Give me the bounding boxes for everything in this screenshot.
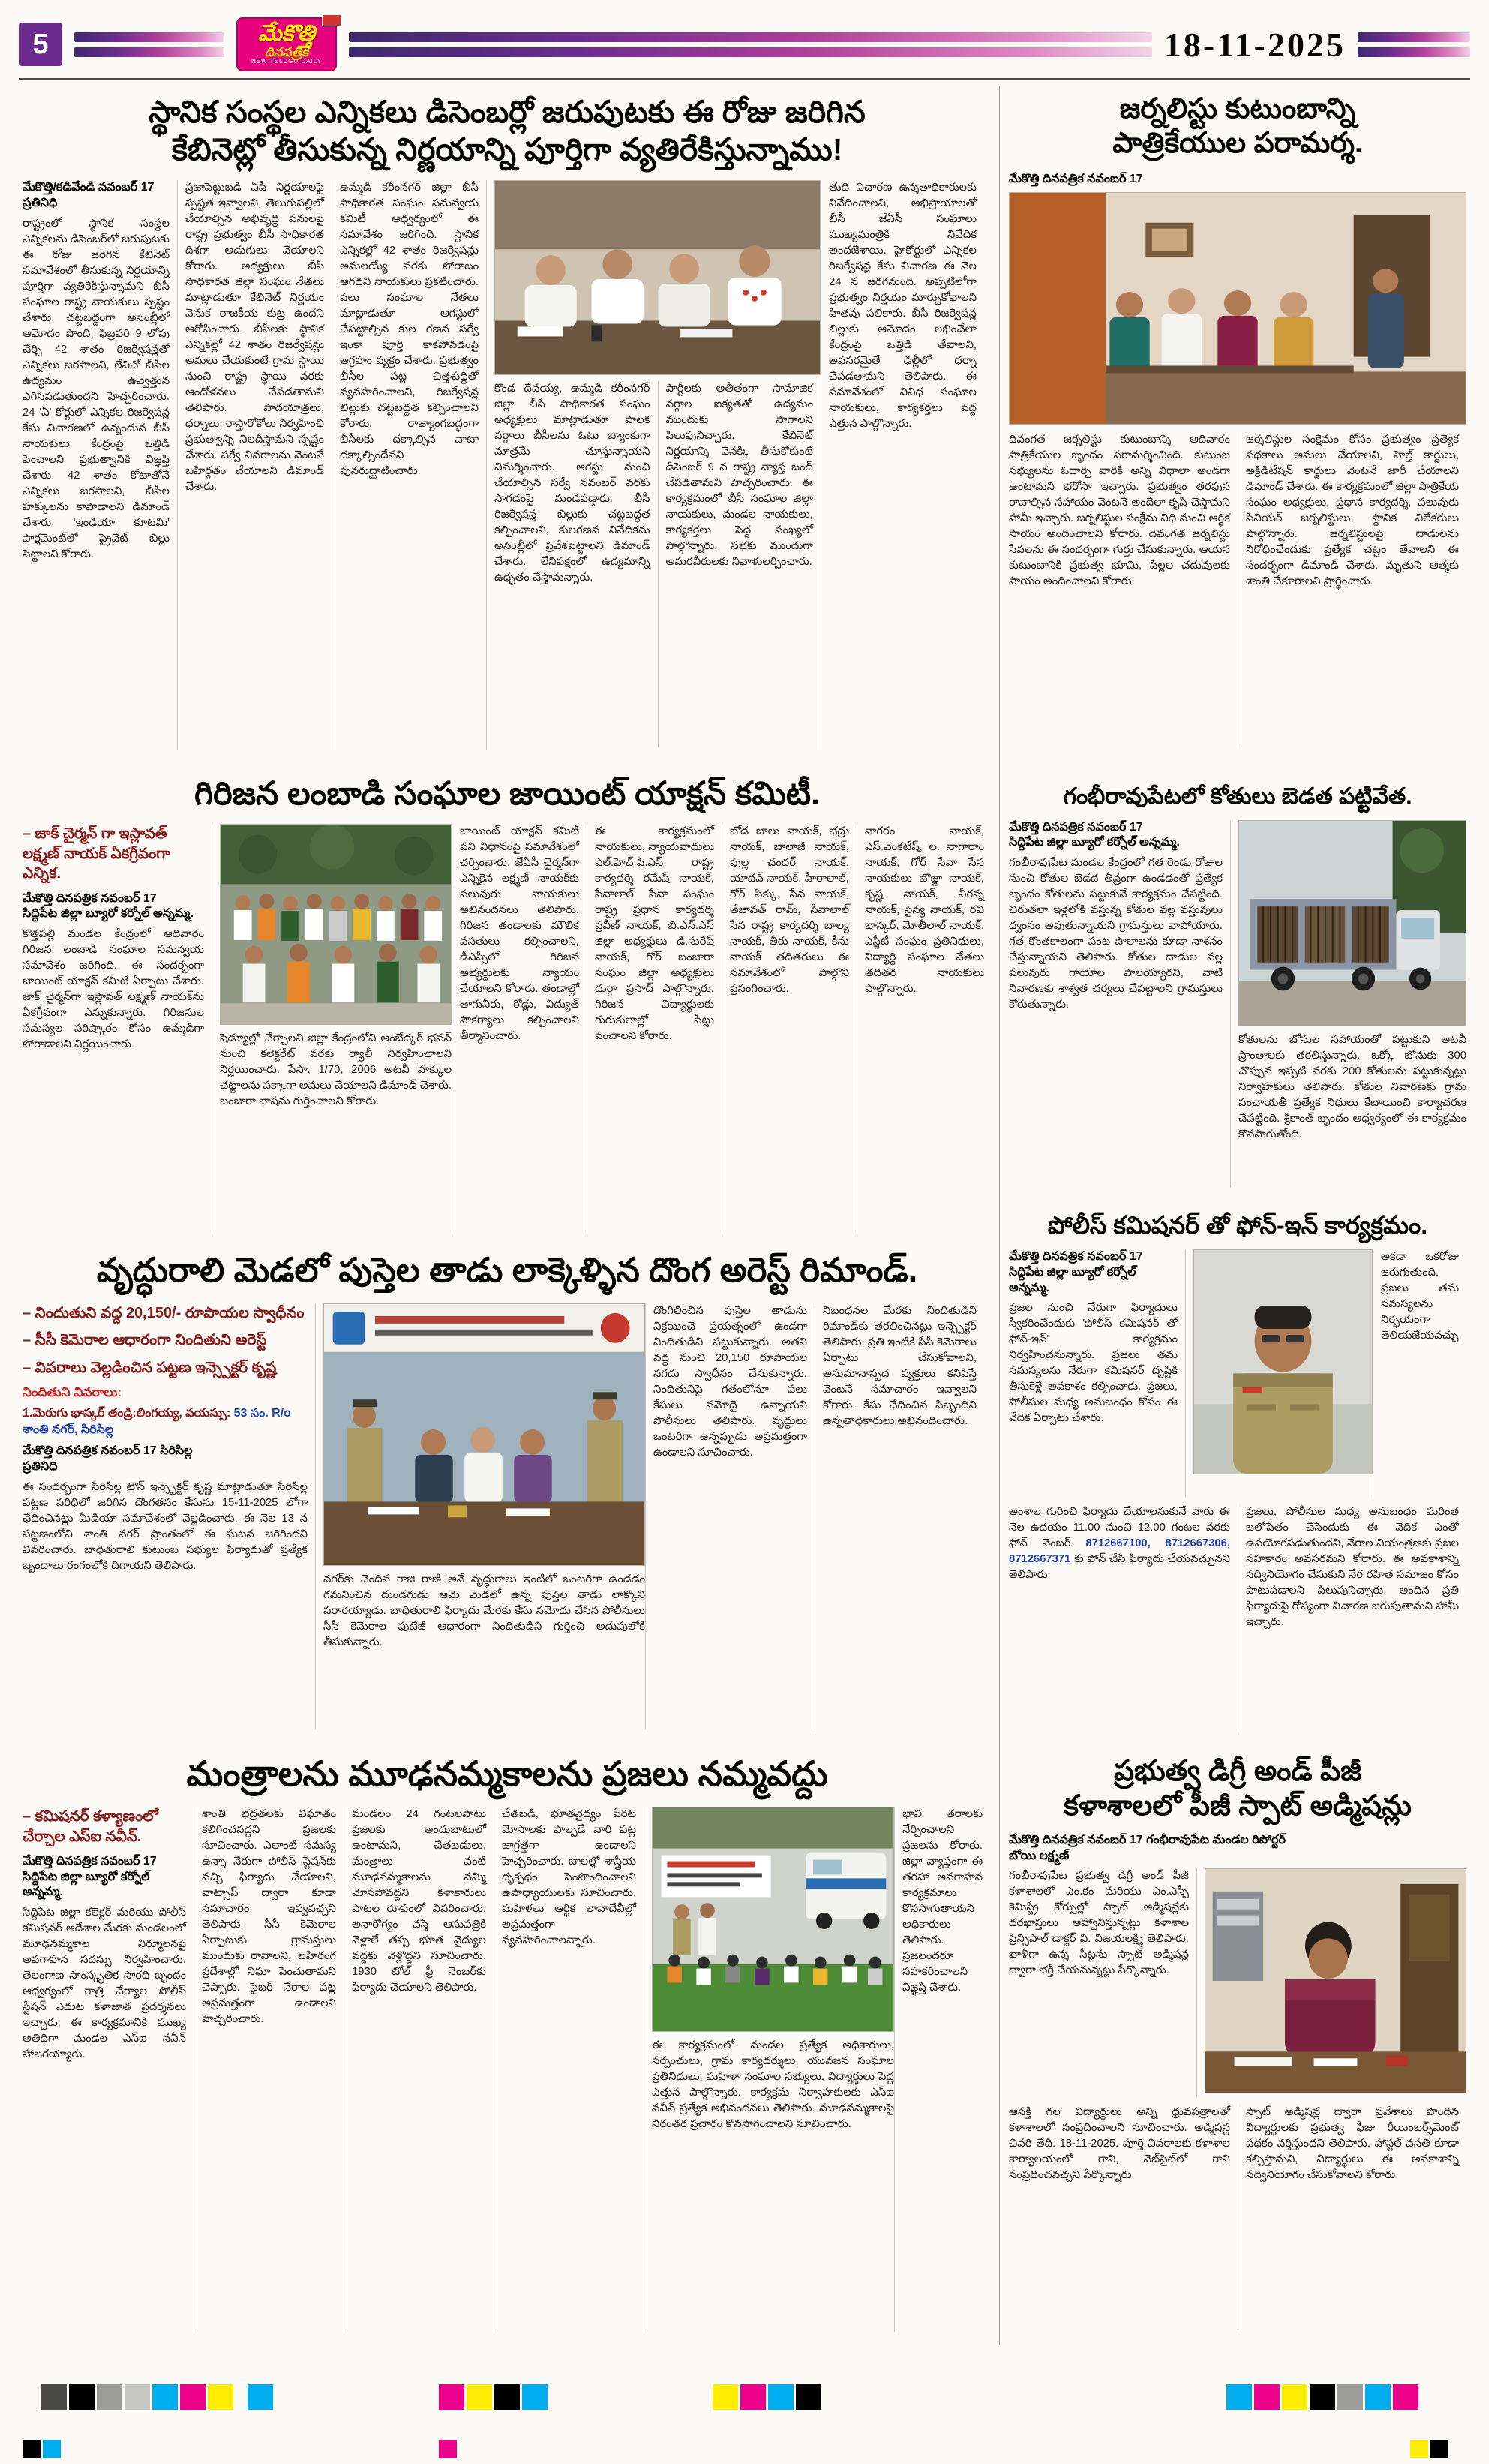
registration-swatch	[1282, 2384, 1307, 2410]
monkeys-columns	[1009, 820, 1466, 1188]
registration-swatch	[1310, 2384, 1335, 2410]
cabinet-col-5	[658, 381, 821, 747]
superstition-text-6: భావి తరాలకు నేర్పించాలని ప్రజలను కోరారు. జిల్లా వ్యాప్తంగా ఈ తరహా అవగాహన కార్యక్రమాలు కొనసాగుతాయని అధికారులు తెలిపారు. ప్రజలందరూ సహకరించాలని విజ్ఞప్తి చేశారు.	[902, 1808, 983, 1994]
article-journalist-condolence	[1009, 89, 1466, 773]
page-header	[19, 17, 1470, 72]
tribal-col-lead	[23, 824, 212, 1235]
registration-swatch	[439, 2384, 464, 2410]
pg-col-1	[1009, 1868, 1196, 2097]
monkeys-dateline: మేకొత్తి దినపత్రిక నవంబర్ 17 సిద్దిపేట జిల్లా బ్యూరో కర్నోల్ అన్నమ్మ.	[1009, 820, 1180, 849]
pg-headline-line2: కళాశాలలో పీజీ స్పాట్ అడ్మిషన్లు	[1064, 1790, 1412, 1822]
tribal-dateline: మేకొత్తి దినపత్రిక నవంబర్ 17 సిద్దిపేట జిల్లా బ్యూరో కర్నోల్ అన్నమ్మ.	[23, 891, 194, 921]
pg-col-photo	[1196, 1868, 1466, 2097]
cabinet-text-2: ప్రజాపెట్టుబడి ఏపీ నిర్ణయాలపై స్పష్టత ఇవ్వాలని, తెలుగుపల్లిలో చేయాల్సిన అభివృద్ధి పనులపై రాష్ట్ర ప్రభుత్వం బీసీ సాధికారత దిశగా అడుగులు వేయాలని కోరారు. అధ్యక్షులు బీసీ సాధికారత జిల్లా సంఘం నేతలు మాట్లాడుతూ కేబినెట్ నిర్ణయం వెనుక రాజకీయ కుట్ర ఉందని ఆరోపించారు. బీసీలకు స్థానిక ఎన్నికల్లో 42 శాతం రిజర్వేషన్లు అమలు చేయకుంటే గ్రామ స్థాయి నుంచి రాష్ట్ర స్థాయి వరకు ఆందోళనలు చేపడతామని తెలిపారు. పాదయాత్రలు, ధర్నాలు, రాస్తారోకోలు నిర్వహించి ప్రభుత్వాన్ని నిలదీస్తామని స్పష్టం చేశారు. సర్వే వివరాలను వెంటనే బహిర్గతం చేయాలని డిమాండ్ చేశారు.	[185, 182, 324, 494]
registration-swatch	[1337, 2384, 1363, 2410]
superstition-col-photo	[644, 1807, 894, 2332]
registration-swatch	[41, 2384, 67, 2410]
cabinet-headline	[23, 93, 992, 168]
superstition-columns	[23, 1807, 992, 2332]
cabinet-col-photo	[486, 180, 821, 750]
phonein-col-3	[1238, 1504, 1466, 1733]
registration-swatch	[1410, 2440, 1428, 2458]
phonein-col-1	[1009, 1249, 1185, 1497]
arrest-details-line1: 1.మెరుగు భాస్కర్ తండ్రి:లింగయ్య, వయస్సు:	[23, 1407, 231, 1420]
cabinet-col-4	[494, 381, 658, 747]
pg-col-2	[1009, 2105, 1238, 2330]
tribal-headline: గిరిజన లంబాడి సంఘాల జాయింట్ యాక్షన్ కమిటీ.	[194, 776, 820, 812]
superstition-col-4	[494, 1807, 644, 2332]
registration-swatch	[69, 2384, 95, 2410]
cabinet-col-1	[23, 180, 177, 750]
registration-swatch	[43, 2440, 61, 2458]
superstition-col-lead	[23, 1807, 194, 2332]
registration-swatch	[713, 2384, 738, 2410]
edition-date: 18-11-2025	[1163, 25, 1346, 64]
header-ribbon-middle	[349, 27, 1152, 62]
arrest-bullet-3: – వివరాలు వెల్లడించిన పట్టణ ఇన్స్పెక్టర్ కృష్ణ	[23, 1359, 277, 1376]
phonein-dateline: మేకొత్తి దినపత్రిక నవంబర్ 17 సిద్దిపేట జిల్లా బ్యూరో కర్నోల్ అన్నమ్మ.	[1009, 1250, 1143, 1294]
tribal-col-2	[587, 824, 722, 1235]
superstition-headline: మంత్రాలను మూఢనమ్మకాలను ప్రజలు నమ్మవద్దు	[186, 1754, 828, 1793]
arrest-dateline: మేకొత్తి దినపత్రిక నవంబర్ 17 సిరిసిల్ల ప్రతినిధి	[23, 1444, 193, 1474]
monkeys-text-2: కోతులను బోనుల సహాయంతో పట్టుకుని అటవీ ప్రాంతాలకు తరలిస్తున్నారు. ఒక్కో బోనుకు 300 చొప్పున ఇప్పటి వరకు 200 కోతులను పట్టుకున్నట్లు నిర్వాహకులు తెలిపారు. కోతుల నివారణకు గ్రామ పంచాయతీ ప్రత్యేక నిధులు కేటాయించి కార్యాచరణ చేపట్టింది. శ్రీకాంత్ బృందం ఆధ్వర్యంలో ఈ కార్యక్రమం కొనసాగుతోంది.	[1238, 1033, 1466, 1140]
pg-headline	[1009, 1754, 1466, 1824]
superstition-subhead-bullet: – కమిషనర్ కళ్యాణంలో చేర్చాల ఎస్ఐ నవీన్.	[23, 1808, 158, 1845]
main-vertical-divider	[999, 86, 1000, 2345]
page-number: 5	[19, 23, 62, 66]
pg-headline-line1: ప్రభుత్వ డిగ్రీ అండ్ పీజీ	[1114, 1756, 1361, 1787]
cabinet-text-5: పార్టీలకు అతీతంగా సామాజిక వర్గాల ఐక్యతతో ఉద్యమం ముందుకు సాగాలని పిలుపునిచ్చారు. కేబినెట్ నిర్ణయాన్ని వెనక్కి తీసుకోకుంటే డిసెంబర్ 9 న రాష్ట్ర వ్యాప్త బంద్ చేపడతామని హెచ్చరించారు. ఈ కార్యక్రమంలో బీసీ సంఘాల జిల్లా నాయకులు, మండల నాయకులు, కార్యకర్తలు పెద్ద సంఖ్యలో పాల్గొన్నారు. సభకు ముందుగా అమరవీరులకు నివాళులర్పించారు.	[665, 383, 813, 569]
cabinet-col-3	[332, 180, 486, 750]
registration-swatch	[180, 2384, 206, 2410]
journalist-col-2	[1238, 432, 1466, 747]
superstition-dateline: మేకొత్తి దినపత్రిక నవంబర్ 17 సిద్దిపేట జిల్లా బ్యూరో కర్నోల్ అన్నమ్మ.	[23, 1854, 157, 1899]
tribal-text-3: బోడ బాలు నాయక్, భద్రు నాయక్, బాలాజీ నాయక్, పుల్ల చందర్ నాయక్, యాదవ్ నాయక్, హీరాలాల్, గోర్ సిక్కు, సేన నాయక్, తేజావత్ రామ్, సేవాలాల్ సేన రాష్ట్ర కార్యదర్శి బాల్య నాయక్, తీరు నాయక్, కీను నాయక్ తదితరులు ఈ సమావేశంలో పాల్గొని ప్రసంగించారు.	[730, 825, 849, 996]
registration-bar-bottom-left	[23, 2440, 61, 2458]
registration-swatch	[796, 2384, 821, 2410]
registration-swatch	[23, 2440, 41, 2458]
registration-swatch	[768, 2384, 794, 2410]
superstition-text-4: చేతబడి, భూతవైద్యం పేరిట మోసాలకు పాల్పడే వారి పట్ల జాగ్రత్తగా ఉండాలని హెచ్చరించారు. బాలల్లో శాస్త్రీయ దృక్పథం పెంపొందించాలని ఉపాధ్యాయులకు సూచించారు. మహిళలు ఆర్థిక లావాదేవీల్లో అప్రమత్తంగా వ్యవహరించాలన్నారు.	[502, 1808, 636, 1947]
cabinet-press-meet-photo	[494, 180, 821, 375]
registration-bar-group-5	[1226, 2384, 1418, 2410]
arrest-col-lead	[23, 1303, 315, 1729]
arrest-col-4	[815, 1303, 984, 1729]
article-pg-spot-admissions	[1009, 1750, 1466, 2341]
pg-text-1: గంభీరావుపేట ప్రభుత్వ డిగ్రీ అండ్ పీజీ కళాశాలలో ఎం.కం మరియు ఎం.ఎస్సీ కెమిస్ట్రీ కోర్సుల్లో స్పాట్ అడ్మిషన్లకు దరఖాస్తులు ఆహ్వానిస్తున్నట్లు కళాశాల ప్రిన్సిపాల్ డాక్టర్ వి. విజయలక్ష్మి తెలిపారు. ఖాళీగా ఉన్న సీట్లను స్పాట్ అడ్మిషన్ల ద్వారా భర్తీ చేయనున్నట్లు పేర్కొన్నారు.	[1009, 1870, 1189, 1977]
superstition-col-3	[344, 1807, 494, 2332]
journalist-text-2: జర్నలిస్టుల సంక్షేమం కోసం ప్రభుత్వం ప్రత్యేక పథకాలు అమలు చేయాలని, హెల్త్ కార్డులు, అక్రిడిటేషన్ కార్డులు వెంటనే జారీ చేయాలని డిమాండ్ చేశారు. ఈ కార్యక్రమంలో జిల్లా పాత్రికేయ సంఘం అధ్యక్షులు, ప్రధాన కార్యదర్శి, పలువురు సీనియర్ జర్నలిస్టులు, స్థానిక విలేకరులు పాల్గొన్నారు. జర్నలిస్టులపై దాడులను నిరోధించేందుకు ప్రత్యేక చట్టం తేవాలని ఈ సందర్భంగా డిమాండ్ చేశారు. మృతుని ఆత్మకు శాంతి చేకూరాలని ప్రార్థించారు.	[1246, 433, 1459, 587]
phonein-col-photo	[1185, 1249, 1373, 1497]
journalist-col-1	[1009, 432, 1238, 747]
tribal-col-3	[722, 824, 857, 1235]
cabinet-col-6	[821, 180, 984, 750]
journalist-family-visit-photo	[1009, 192, 1466, 425]
header-divider	[19, 78, 1470, 80]
monkeys-col-photo	[1230, 820, 1466, 1188]
registration-swatch	[1365, 2384, 1391, 2410]
cabinet-photo-subcolumns	[494, 381, 821, 747]
pg-text-2: ఆసక్తి గల విద్యార్థులు అన్ని ధ్రువపత్రాలతో కళాశాలలో సంప్రదించాలని సూచించారు. అడ్మిషన్ల చివరి తేదీ: 18-11-2025. పూర్తి వివరాలకు కళాశాల కార్యాలయంలో గాని, వెబ్‌సైట్‌లో గాని సంప్రదించవచ్చని పేర్కొన్నారు.	[1009, 2106, 1230, 2182]
tribal-group-photo	[220, 824, 452, 1025]
masthead-tagline: NEW TELUGU DAILY	[251, 58, 322, 65]
registration-swatch	[1254, 2384, 1280, 2410]
superstition-col-2	[194, 1807, 344, 2332]
phonein-text-side: అకడా ఒకరోజు జరుగుతుంది. ప్రజలు తమ సమస్యలను నిర్భయంగా తెలియజేయవచ్చు.	[1381, 1251, 1462, 1342]
article-cabinet-decision	[23, 89, 992, 765]
tribal-col-1	[452, 824, 587, 1235]
registration-swatch	[1226, 2384, 1252, 2410]
monkeys-headline: గంభీరావుపేటలో కోతులు బెడత పట్టివేత.	[1063, 784, 1412, 809]
cabinet-text-4: కొండ దేవయ్య, ఉమ్మడి కరీంనగర్ జిల్లా బీసీ సాధికారత సంఘం అధ్యక్షులు మాట్లాడుతూ పాలక వర్గాలు బీసీలను ఓటు బ్యాంకుగా మాత్రమే చూస్తున్నాయని విమర్శించారు. ఆగస్టు నుంచి చేయాల్సిన సర్వే నవంబర్ వరకు సాగడంపై మండిపడ్డారు. బీసీ రిజర్వేషన్ల బిల్లుకు చట్టబద్ధత కల్పించాలని, కులగణన నివేదికను అసెంబ్లీలో ప్రవేశపెట్టాలని డిమాండ్ చేశారు. లేనిపక్షంలో ఉద్యమాన్ని ఉధృతం చేస్తామన్నారు.	[494, 383, 650, 584]
tribal-text-4: నాగరం నాయక్, ఎస్.వెంకటేష్, ల. నాగారాం నాయక్, గోర్ సేవా సేన నాయకులు బొజ్జా నాయక్, కృష్ణ నాయక్, వీరన్న నాయక్, సైన్య నాయక్, రవి భాస్కర్, మోతీలాల్ నాయక్, ఎస్జీటీ సంఘం ప్రతినిధులు, విద్యార్థి సంఘాల నేతలు తదితర నాయకులు పాల్గొన్నారు.	[865, 825, 984, 996]
masthead-chip	[322, 14, 341, 26]
registration-swatch	[494, 2384, 520, 2410]
registration-swatch	[152, 2384, 178, 2410]
arrest-details-line2: 53 సం. R/o శాంతి నగర్, సిరిసిల్ల	[23, 1407, 291, 1436]
superstition-text-1: సిద్దిపేట జిల్లా కలెక్టర్ మరియు పోలీస్ కమిషనర్ ఆదేశాల మేరకు మండలంలో మూఢనమ్మకాల నిర్మూలనపై అవగాహన సదస్సు నిర్వహించారు. తెలంగాణ సాంస్కృతిక సారథి బృందం ఆధ్వర్యంలో రాత్రి చేర్యాల పోలీస్ స్టేషన్ ఎదుట కళాజాత ప్రదర్శనలు ఇచ్చారు. ఈ కార్యక్రమానికి ముఖ్య అతిథిగా మండల ఎస్ఐ నవీన్ హాజరయ్యారు.	[23, 1907, 186, 2061]
arrest-bullet-2: – సీసీ కెమెరాల ఆధారంగా నిందితుని అరెస్ట్	[23, 1332, 267, 1349]
phonein-text-2: అంశాల గురించి ఫిర్యాదు చేయాలనుకునే వారు ఈ నెల ఉదయం 11.00 నుంచి 12.00 గంటల వరకు ఫోన్ నెంబర్ 8712667100, 8712667306, 8712667371 కు ఫోన్ చేసి ఫిర్యాదు చేయవచ్చునని తెలిపారు.	[1009, 1506, 1230, 1582]
phonein-col-2	[1009, 1504, 1238, 1733]
masthead-logo	[236, 17, 337, 71]
registration-bar-bottom-right	[1410, 2440, 1448, 2458]
cabinet-columns	[23, 180, 992, 750]
registration-swatch	[1430, 2440, 1448, 2458]
registration-swatch	[125, 2384, 150, 2410]
college-principal-photo	[1205, 1868, 1466, 2093]
registration-swatch	[522, 2384, 548, 2410]
registration-bar-group-2	[248, 2384, 273, 2410]
arrest-text-3: దొంగిలించిన పుస్తెల తాడును విక్రయించే ప్రయత్నంలో ఉండగా నిందితుడిని పట్టుకున్నారు. అతని వద్ద నుంచి 20,150 రూపాయల నగదు స్వాధీనం చేసుకున్నారు. నిందితునిపై గతంలోనూ పలు కేసులు నమోదై ఉన్నాయని పోలీసులు తెలిపారు. వృద్ధులు ఒంటరిగా ఉన్నప్పుడు అప్రమత్తంగా ఉండాలని సూచించారు.	[653, 1304, 807, 1459]
superstition-col-6	[894, 1807, 990, 2332]
article-tribal-jac	[23, 771, 992, 1243]
journalist-headline-line1: జర్నలిస్టు కుటుంబాన్ని	[1119, 93, 1356, 125]
phonein-top-row	[1009, 1249, 1466, 1497]
tribal-text-mid: షెడ్యూల్లో చేర్చాలని జిల్లా కేంద్రంలోని అంబేద్కర్ భవన్ నుంచి కలెక్టరేట్ వరకు ర్యాలీ నిర్వహించాలని నిర్ణయించారు. పేసా, 1/70, 2006 అటవీ హక్కుల చట్టాలను పక్కాగా అమలు చేయాలని డిమాండ్ చేశారు. బంజారా భాషను గుర్తించాలని కోరారు.	[220, 1032, 452, 1108]
tribal-text-1: జాయింట్ యాక్షన్ కమిటీ పని విధానంపై సమావేశంలో చర్చించారు. జేఏసీ చైర్మన్‌గా ఎన్నికైన లక్ష్మణ్ నాయక్‌కు పలువురు నాయకులు అభినందనలు తెలిపారు. గిరిజన తండాలకు మౌలిక వసతులు కల్పించాలని, డీఎస్సీలో గిరిజన అభ్యర్థులకు న్యాయం చేయాలని కోరారు. తండాల్లో తాగునీరు, రోడ్లు, విద్యుత్ సౌకర్యాలు కల్పించాలని తీర్మానించారు.	[460, 825, 579, 1043]
cabinet-text-6: తుది విచారణ ఉన్నతాధికారులకు నివేదించాలని, అభిప్రాయాలతో బీసీ జేఏసీ సంఘాలు ముఖ్యమంత్రికి నివేదిక అందజేశాయి. హైకోర్టులో ఎన్నికల రిజర్వేషన్ల కేసు విచారణ ఈ నెల 24 న జరగనుంది. అప్పటిలోగా ప్రభుత్వం నిర్ణయం మార్చుకోవాలని హితవు పలికారు. బీసీ రిజర్వేషన్ల బిల్లుకు ఆమోదం లభించేలా కేంద్రంపై ఒత్తిడి తేవాలని, అవసరమైతే ఢిల్లీలో ధర్నా చేపడతామని తెలిపారు. ఈ సమావేశంలో వివిధ సంఘాల నాయకులు, కార్యకర్తలు పెద్ద ఎత్తున పాల్గొన్నారు.	[829, 182, 977, 431]
tribal-subhead-bullet: – జాక్ చైర్మన్ గా ఇస్లావత్ లక్ష్మణ్ నాయక్ ఏకగ్రీవంగా ఎన్నిక.	[23, 825, 170, 882]
phonein-text-3: ప్రజలు, పోలీసుల మధ్య అనుబంధం మరింత బలోపేతం చేసేందుకు ఈ వేదిక ఎంతో ఉపయోగపడుతుందని, నేరాల నియంత్రణకు ప్రజల సహకారం అవసరమని కోరారు. ఈ అవకాశాన్ని సద్వినియోగం చేసుకుని నేర రహిత సమాజం కోసం పాటుపడాలని పిలుపునిచ్చారు. అందిన ప్రతి ఫిర్యాదుపై గోప్యంగా విచారణ జరుపుతామని హామీ ఇచ్చారు.	[1246, 1506, 1459, 1629]
journalist-text-1: దివంగత జర్నలిస్టు కుటుంబాన్ని ఆదివారం పాత్రికేయుల బృందం పరామర్శించింది. కుటుంబ సభ్యులను ఓదార్చి వారికి అన్ని విధాలా అండగా ఉంటామని భరోసా ఇచ్చారు. ప్రభుత్వం తరఫున రావాల్సిన సహాయం వెంటనే అందేలా కృషి చేస్తామని హామీ ఇచ్చారు. జర్నలిస్టుల సంక్షేమ నిధి నుంచి ఆర్థిక సాయం అందించాలని కోరారు. దివంగత జర్నలిస్టు సేవలను ఈ సందర్భంగా గుర్తు చేసుకున్నారు. ఆయన కుటుంబానికి ప్రభుత్వ భూమి, పిల్లల చదువులకు సాయం అందించాలని కోరారు.	[1009, 433, 1230, 587]
police-press-briefing-photo	[323, 1303, 645, 1566]
phonein-phone-numbers: 8712667100, 8712667306, 8712667371	[1009, 1537, 1230, 1566]
tribal-text-lead: కొత్తపల్లి మండల కేంద్రంలో ఆదివారం గిరిజన లంబాడి సంఘాల సమన్వయ సమావేశం జరిగింది. ఈ సందర్భంగా జాయింట్ యాక్షన్ కమిటీ ఏర్పాటు చేశారు. జాక్ చైర్మన్‌గా ఇస్లావత్ లక్ష్మణ్ నాయక్‌ను ఏకగ్రీవంగా ఎన్నుకున్నారు. గిరిజనుల సమస్యల పరిష్కారం కోసం ఉమ్మడిగా పోరాడాలని నిర్ణయించారు.	[23, 928, 204, 1051]
awareness-program-photo	[652, 1807, 894, 2032]
tribal-text-2: ఈ కార్యక్రమంలో నాయకులు, న్యాయవాదులు ఎల్.హెచ్.పి.ఎస్ రాష్ట్ర కార్యదర్శి రమేష్ నాయక్, సేవాలాల్ సేవా సంఘం రాష్ట్ర ప్రధాన కార్యదర్శి ప్రవీణ్ నాయక్, బి.ఎన్.ఎస్ జిల్లా అధ్యక్షులు డి.సురేష్ నాయక్, గోర్ బంజారా సంఘం జిల్లా అధ్యక్షులు దుర్గా ప్రసాద్ పాల్గొన్నారు. గిరిజన విద్యార్థులకు గురుకులాల్లో సీట్లు పెంచాలని కోరారు.	[595, 825, 714, 1043]
journalist-dateline: మేకొత్తి దినపత్రిక నవంబర్ 17	[1009, 172, 1143, 185]
pg-top-row	[1009, 1868, 1466, 2097]
arrest-col-3	[645, 1303, 815, 1729]
arrest-text-1: ఈ సందర్భంగా సిరిసిల్ల టౌన్ ఇన్స్పెక్టర్ కృష్ణ మాట్లాడుతూ సిరిసిల్ల పట్టణ పరిధిలో జరిగిన దొంగతనం కేసును 15-11-2025 లోగా ఛేదించినట్లు మీడియా సమావేశంలో వెల్లడించారు. ఈ నెల 13 న పట్టణంలోని శాంతి నగర్ ప్రాంతంలో ఈ ఘటన జరిగిందని వివరించారు. బాధితురాలి కుటుంబ సభ్యుల ఫిర్యాదుతో ప్రత్యేక బృందాలు రంగంలోకి దిగాయని తెలిపారు.	[23, 1480, 308, 1572]
tribal-col-photo	[212, 824, 452, 1235]
cabinet-dateline: మేకొత్తి/కడివేండి నవంబర్ 17 ప్రతినిధి	[23, 181, 155, 209]
phonein-text-1: ప్రజల నుంచి నేరుగా ఫిర్యాదులు స్వీకరించేందుకు 'పోలీస్ కమిషనర్ తో ఫోన్-ఇన్' కార్యక్రమం నిర్వహించనున్నారు. ప్రజలు తమ సమస్యలను నేరుగా కమిషనర్ దృష్టికి తీసుకెళ్లే అవకాశం కల్పించారు. ప్రజలు, పోలీసుల మధ్య అనుబంధం కోసం ఈ వేదిక ఏర్పాటు చేశారు.	[1009, 1302, 1178, 1425]
registration-swatch	[208, 2384, 233, 2410]
article-police-phone-in	[1009, 1208, 1466, 1733]
superstition-text-2: శాంతి భద్రతలకు విఘాతం కలిగించవద్దని ప్రజలకు సూచించారు. ఎలాంటి సమస్య ఉన్నా నేరుగా పోలీస్ స్టేషన్‌కు వచ్చి ఫిర్యాదు చేయాలని, వాట్సాప్ ద్వారా కూడా సమాచారం ఇవ్వవచ్చని తెలిపారు. సీసీ కెమెరాల ఏర్పాటుకు గ్రామస్తులు ముందుకు రావాలని, బహిరంగ ప్రదేశాల్లో నిఘా పెంచుతామని చెప్పారు. సైబర్ నేరాల పట్ల అప్రమత్తంగా ఉండాలని హెచ్చరించారు.	[202, 1808, 336, 2026]
cabinet-headline-line1: స్థానిక సంస్థల ఎన్నికలు డిసెంబర్లో జరుపుటకు ఈ రోజు జరిగిన	[149, 95, 866, 129]
phonein-col-side	[1373, 1249, 1466, 1497]
pg-text-3: స్పాట్ అడ్మిషన్ల ద్వారా ప్రవేశాలు పొందిన విద్యార్థులకు ప్రభుత్వ ఫీజు రీయింబర్స్‌మెంట్ పథకం వర్తిస్తుందని తెలిపారు. హాస్టల్ వసతి కూడా కల్పిస్తామని, విద్యార్థులు ఈ అవకాశాన్ని సద్వినియోగం చేసుకోవాలని కోరారు.	[1246, 2106, 1459, 2182]
registration-bar-group-1	[41, 2384, 233, 2410]
journalist-headline-line2: పాత్రికేయుల పరామర్శ.	[1112, 128, 1363, 160]
registration-swatch	[97, 2384, 122, 2410]
arrest-text-2: నగర్‌కు చెందిన గాజి రాణి అనే వృద్ధురాలు ఇంటిలో ఒంటరిగా ఉండడం గమనించిన దుండగుడు ఆమె మెడలో ఉన్న పుస్తెల తాడు లాక్కొని పరారయ్యాడు. బాధితురాలి ఫిర్యాదు మేరకు కేసు నమోదు చేసిన పోలీసులు సీసీ కెమెరాల ఫుటేజీ ఆధారంగా నిందితుడిని గుర్తించి అదుపులోకి తీసుకున్నారు.	[323, 1573, 645, 1648]
arrest-headline: వృద్ధురాలి మెడలో పుస్తెల తాడు లాక్కెళ్ళిన దొంగ అరెస్ట్ రిమాండ్.	[96, 1251, 918, 1289]
pg-col-3	[1238, 2105, 1466, 2330]
superstition-text-3: మండలం 24 గంటలపాటు ప్రజలకు అందుబాటులో ఉంటామని, చేతబడులు, మంత్రాలు వంటి మూఢనమ్మకాలను నమ్మి మోసపోవద్దని కళాకారులు పాటల రూపంలో వివరించారు. అనారోగ్యం వస్తే ఆసుపత్రికి వెళ్లాలే తప్ప భూత వైద్యుల వద్దకు వెళ్లొద్దని సూచించారు. 1930 టోల్ ఫ్రీ నెంబర్‌కు ఫిర్యాదు చేయాలని తెలిపారు.	[352, 1808, 486, 1994]
registration-bar-bottom-center	[439, 2440, 457, 2458]
monkeys-text-1: గంభీరావుపేట మండల కేంద్రంలో గత రెండు రోజుల నుంచి కోతుల బెడద తీవ్రంగా ఉండడంతో ప్రత్యేక బృందం కోతులను పట్టుకునే కార్యక్రమం చేపట్టింది. చిరుతలా ఇళ్లలోకి వస్తున్న కోతుల వల్ల వస్తువులు ధ్వంసం అవుతున్నాయని గ్రామస్తులు వాపోయారు. గత కొంతకాలంగా పంట పొలాలను కూడా నాశనం చేస్తున్నాయని తెలిపారు. కోతుల దాడుల వల్ల పలువురు గాయాల పాలయ్యారని, వాటి నివారణకు శాశ్వత చర్యలు చేపట్టాలని గ్రామస్తులు కోరుతున్నారు.	[1009, 857, 1223, 1011]
tribal-columns	[23, 824, 992, 1235]
cabinet-headline-line2: కేబినెట్లో తీసుకున్న నిర్ణయాన్ని పూర్తిగా వ్యతిరేకిస్తున్నాము!	[171, 132, 843, 167]
header-ribbon-left	[74, 27, 224, 62]
registration-bar-group-3	[439, 2384, 548, 2410]
article-thief-arrest	[23, 1247, 992, 1742]
registration-swatch	[740, 2384, 766, 2410]
registration-swatch	[1393, 2384, 1418, 2410]
registration-swatch	[248, 2384, 273, 2410]
masthead-title: మేకొత్తి	[257, 21, 315, 47]
arrest-details-label: నిందితుని వివరాలు:	[23, 1385, 122, 1400]
journalist-headline	[1009, 92, 1466, 161]
registration-swatch	[467, 2384, 492, 2410]
registration-bar-group-4	[713, 2384, 821, 2410]
article-superstition-awareness	[23, 1750, 992, 2341]
arrest-col-photo	[315, 1303, 645, 1729]
monkey-cage-truck-photo	[1238, 820, 1466, 1026]
arrest-columns	[23, 1303, 992, 1729]
journalist-columns	[1009, 432, 1466, 747]
header-ribbon-right	[1358, 27, 1470, 62]
cabinet-col-2	[177, 180, 332, 750]
pg-bottom-row	[1009, 2105, 1466, 2330]
phonein-headline: పోలీస్ కమిషనర్ తో ఫోన్-ఇన్ కార్యక్రమం.	[1047, 1212, 1428, 1239]
superstition-text-5: ఈ కార్యక్రమంలో మండల ప్రత్యేక అధికారులు, సర్పంచులు, గ్రామ కార్యదర్శులు, యువజన సంఘాల ప్రతినిధులు, మహిళా సంఘాల సభ్యులు, విద్యార్థులు పెద్ద ఎత్తున పాల్గొన్నారు. కార్యక్రమ నిర్వాహకులకు ఎస్ఐ నవీన్ ప్రత్యేక అభినందనలు తెలిపారు. మూఢనమ్మకాలపై నిరంతర ప్రచారం కొనసాగించాలని సూచించారు.	[652, 2039, 894, 2131]
masthead-subtitle: దినపత్రిక	[264, 44, 309, 59]
arrest-bullet-1: – నిందుతుని వద్ద 20,150/- రూపాయల స్వాధీనం	[23, 1304, 305, 1321]
cabinet-text-1: రాష్ట్రంలో స్థానిక సంస్థల ఎన్నికలను డిసెంబర్‌లో జరుపుటకు ఈ రోజు జరిగిన కేబినెట్ సమావేశంలో తీసుకున్న నిర్ణయాన్ని పూర్తిగా వ్యతిరేకిస్తున్నామని బీసీ సంఘాల రాష్ట్ర నాయకులు స్పష్టం చేశారు. చట్టబద్ధంగా అసెంబ్లీలో ఆమోదం పొంది, ఫిబ్రవరి 9 లోపు చేర్చి 42 శాతం రిజర్వేషన్లతో ఎన్నికలు జరపాలని, లేనిచో బీసీల ఉద్యమం ఉవ్వెత్తున ఎగిసిపడుతుందని హెచ్చరించారు. 24 'ఏ' కోర్టులో ఎన్నికల రిజర్వేషన్ల కేసు విచారణలో ఉన్నందున బీసీ నాయకులు కేంద్రంపై ఒత్తిడి పెంచాలని ప్రభుత్వానికి విజ్ఞప్తి చేశారు. 42 శాతం కోటాతోనే ఎన్నికలు జరపాలని, బీసీల హక్కులను కాపాడాలని డిమాండ్ చేశారు. 'ఇండియా కూటమి' పార్లమెంట్‌లో ప్రైవేట్ బిల్లు పెట్టాలని కోరారు.	[23, 217, 170, 560]
arrest-text-4: నిబంధనల మేరకు నిందితుడిని రిమాండ్‌కు తరలించినట్లు ఇన్స్పెక్టర్ తెలిపారు. ప్రతి ఇంటికి సీసీ కెమెరాలు ఏర్పాటు చేసుకోవాలని, అనుమానాస్పద వ్యక్తులు కనిపిస్తే వెంటనే సమాచారం ఇవ్వాలని కోరారు. కేసు ఛేదించిన సిబ్బందిని ఉన్నతాధికారులు అభినందించారు.	[823, 1304, 977, 1427]
registration-swatch	[439, 2440, 457, 2458]
article-monkey-catching	[1009, 782, 1466, 1199]
monkeys-col-1	[1009, 820, 1230, 1188]
cabinet-text-3: ఉమ్మడి కరీంనగర్ జిల్లా బీసీ సాధికారత సంఘం సమన్వయ కమిటీ ఆధ్వర్యంలో ఈ సమావేశం జరిగింది. స్థానిక ఎన్నికల్లో 42 శాతం రిజర్వేషన్లు అమలయ్యే వరకు పోరాటం ఆగదని నాయకులు ప్రకటించారు. పలు సంఘాల నేతలు మాట్లాడుతూ ఆగస్టులో చేపట్టాల్సిన కుల గణన సర్వే ఇంకా పూర్తి కాకపోవడంపై ఆగ్రహం వ్యక్తం చేశారు. ప్రభుత్వం బీసీల పట్ల చిత్తశుద్ధితో వ్యవహరించాలని, రిజర్వేషన్ల బిల్లుకు చట్టబద్ధత కల్పించాలని కోరారు. రాజ్యాంగబద్ధంగా బీసీలకు దక్కాల్సిన వాటా దక్కాల్సిందేనని పునరుద్ఘాటించారు.	[340, 182, 479, 478]
phonein-bottom-row	[1009, 1504, 1466, 1733]
tribal-col-4	[857, 824, 992, 1235]
pg-dateline: మేకొత్తి దినపత్రిక నవంబర్ 17 గంభీరావుపేట మండల రిపోర్టర్ బోయి లక్ష్మణ్	[1009, 1833, 1286, 1862]
police-commissioner-portrait-photo	[1193, 1249, 1373, 1474]
arrest-details	[23, 1405, 308, 1438]
